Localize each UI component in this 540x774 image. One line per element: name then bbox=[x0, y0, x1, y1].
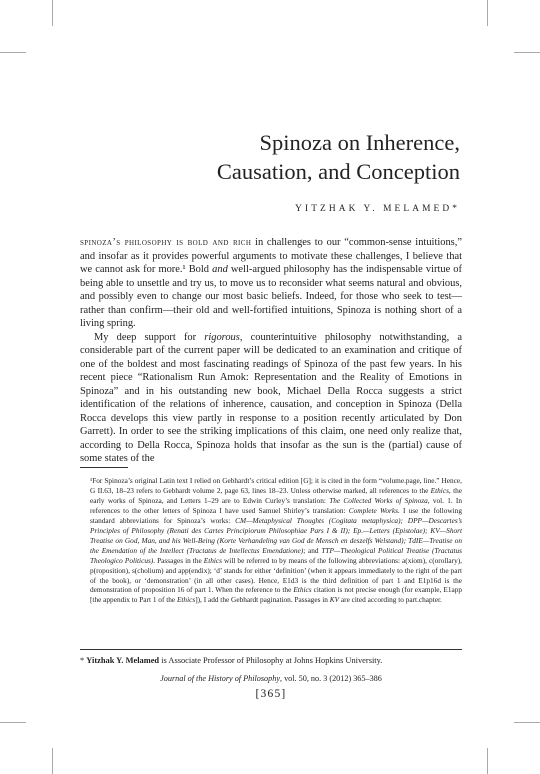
opening-small-caps: spinoza’s philosophy is bold and rich bbox=[80, 237, 252, 248]
crop-mark bbox=[487, 0, 488, 26]
body-paragraph: spinoza’s philosophy is bold and rich in challenges to our “common-sense intuitions,” and insofar as it provides powerful arguments to motivate these challenges, I believe that we cannot ask for more.¹ Bold and well-argued philosophy has the indispensable virtue of being able to unsettle and try us, to move us to reconsider what seems natural and obvious, and possibly even to change our most basic beliefs. Indeed, for those who seek to test—rather than confirm—their old and well-fortified intuitions, Spinoza is nothing short of a living spring. bbox=[80, 237, 462, 329]
footnote-rule bbox=[80, 467, 128, 468]
author-name: Yitzhak Y. Melamed bbox=[86, 656, 160, 665]
article-body bbox=[80, 236, 462, 466]
crop-mark bbox=[52, 0, 53, 26]
crop-mark bbox=[0, 52, 26, 53]
article-title bbox=[80, 128, 460, 186]
title-line: Spinoza on Inherence, bbox=[259, 130, 460, 155]
title-line: Causation, and Conception bbox=[216, 159, 460, 184]
crop-mark bbox=[487, 748, 488, 774]
crop-mark bbox=[514, 52, 540, 53]
crop-mark bbox=[52, 748, 53, 774]
body-paragraph: My deep support for rigorous, counterintuitive philosophy notwithstanding, a considerable part of the current paper will be dedicated to an examination and critique of one of the boldest and most fascinating readings of Spinoza of the past few years. In his recent piece “Rationalism Run Amok: Representation and the Reality of Emotions in Spinoza” and in his outstanding new book, Michael Della Rocca suggests a strict identification of the relations of inherence, causation, and conception in Spinoza (Della Rocca develops this view partly in response to a position recently articulated by Don Garrett). In order to see the striking implications of this claim, one need only realize that, according to Della Rocca, Spinoza holds that insofar as the sun is the (partial) cause of some states of the bbox=[80, 331, 463, 464]
journal-citation: Journal of the History of Philosophy, vol. 50, no. 3 (2012) 365–386 bbox=[160, 674, 382, 683]
crop-mark bbox=[0, 722, 26, 723]
journal-name: Journal of the History of Philosophy bbox=[160, 674, 280, 683]
affiliation-rule bbox=[80, 649, 462, 650]
footnote: ¹For Spinoza’s original Latin text I relied on Gebhardt’s critical edition [G]; it is cited in the form “volume.page, line.” Hence, G II.63, 18–23 refers to Gebhardt volume 2, page 63, lines 18–23. Unless otherwise marked, all references to the Ethics, the early works of Spinoza, and Letters 1–29 are to Edwin Curley’s translation: The Collected Works of Spinoza, vol. 1. In references to the other letters of Spinoza I have used Samuel Shirley’s translation: Complete Works. I use the following standard abbreviations for Spinoza’s works: CM—Metaphysical Thoughts (Cogitata metaphysica); DPP—Descartes’s Principles of Philosophy (Renati des Cartes Principiorum Philosophiae Pars I & II); Ep.—Letters (Epistolae); KV—Short Treatise on God, Man, and his Well-Being (Korte Verhandeling van God de Mensch en deszelfs Welstand); TdIE—Treatise on the Emendation of the Intellect (Tractatus de Intellectus Emendatione); and TTP—Theological Political Treatise (Tractatus Theologico Politicus). Passages in the Ethics will be referred to by means of the following abbreviations: a(xiom), c(orollary), p(roposition), s(cholium) and app(endix); ‘d’ stands for either ‘definition’ (when it appears immediately to the right of the part of the book), or ‘demonstration’ (in all other cases). Hence, E1d3 is the third definition of part 1 and E1p16d is the demonstration of proposition 16 of part 1. When the reference to the Ethics citation is not precise enough (for example, E1app [the appendix to Part 1 of the Ethics]), I add the Gebhardt pagination. Passages in KV are cited according to part.chapter. bbox=[90, 476, 463, 605]
author-affiliation: * Yitzhak Y. Melamed is Associate Professor of Philosophy at Johns Hopkins University. bbox=[80, 656, 383, 665]
page-number: [365] bbox=[255, 688, 287, 700]
author-byline: YITZHAK Y. MELAMED* bbox=[295, 204, 460, 214]
crop-mark bbox=[514, 722, 540, 723]
